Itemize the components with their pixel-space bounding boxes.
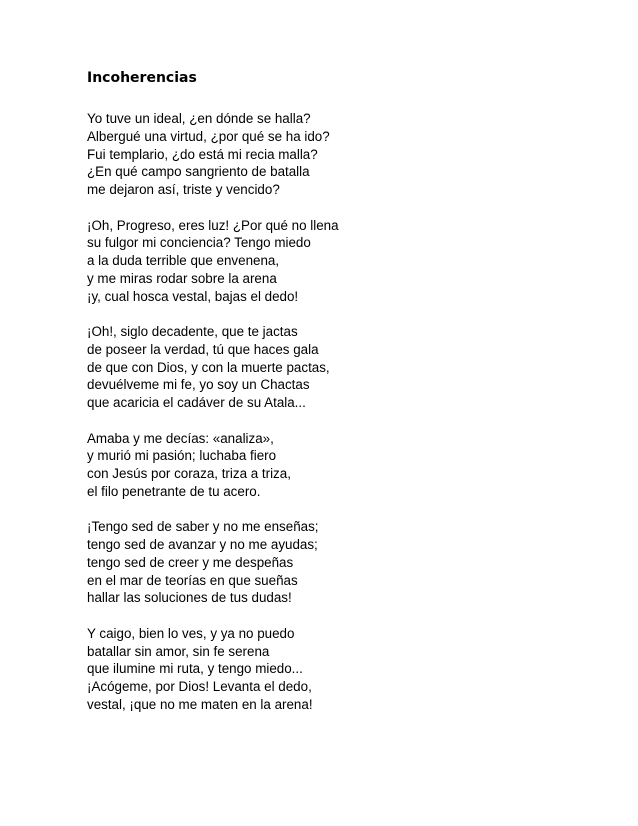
poem-line: tengo sed de creer y me despeñas: [87, 554, 294, 570]
poem-line: me dejaron así, triste y vencido?: [87, 182, 280, 197]
poem-body: [87, 110, 587, 731]
stanza: [87, 217, 587, 306]
poem-line: el filo penetrante de tu acero.: [87, 483, 261, 499]
stanza: [87, 518, 587, 607]
poem-line: su fulgor mi conciencia? Tengo miedo: [87, 235, 311, 251]
poem-line: tengo sed de avanzar y no me ayudas;: [87, 537, 318, 552]
poem-line: batallar sin amor, sin fe serena: [87, 643, 270, 659]
poem-line: ¡Oh, Progreso, eres luz! ¿Por qué no llena: [87, 217, 339, 233]
poem-line: de poseer la verdad, tú que haces gala: [87, 341, 319, 357]
poem-line: de que con Dios, y con la muerte pactas,: [87, 359, 330, 375]
poem-line: Y caigo, bien lo ves, y ya no puedo: [87, 625, 295, 641]
poem-line: y me miras rodar sobre la arena: [87, 270, 277, 286]
poem-line: Fui templario, ¿do está mi recia malla?: [87, 146, 318, 162]
poem-line: ¡Acógeme, por Dios! Levanta el dedo,: [87, 679, 312, 694]
poem-line: ¡y, cual hosca vestal, bajas el dedo!: [87, 288, 299, 304]
poem-line: con Jesús por coraza, triza a triza,: [87, 466, 291, 481]
stanza: [87, 110, 587, 199]
poem-line: en el mar de teorías en que sueñas: [87, 572, 298, 588]
poem-line: Amaba y me decías: «analiza»,: [87, 430, 274, 446]
poem-line: y murió mi pasión; luchaba fiero: [87, 448, 277, 464]
poem-line: Albergué una virtud, ¿por qué se ha ido?: [87, 128, 330, 144]
poem-line: Yo tuve un ideal, ¿en dónde se halla?: [87, 111, 311, 126]
poem-title: Incoherencias: [87, 70, 197, 86]
poem-line: ¡Tengo sed de saber y no me enseñas;: [87, 519, 319, 535]
poem-line: ¡Oh!, siglo decadente, que te jactas: [87, 324, 298, 339]
stanza: [87, 430, 587, 501]
poem-line: que ilumine mi ruta, y tengo miedo...: [87, 661, 303, 677]
poem-line: devuélveme mi fe, yo soy un Chactas: [87, 377, 310, 393]
poem-line: hallar las soluciones de tus dudas!: [87, 590, 292, 606]
poem-line: vestal, ¡que no me maten en la arena!: [87, 696, 313, 712]
poem-line: que acaricia el cadáver de su Atala...: [87, 395, 306, 410]
stanza: [87, 323, 587, 412]
poem-line: a la duda terrible que envenena,: [87, 253, 280, 268]
stanza: [87, 625, 587, 714]
poem-line: ¿En qué campo sangriento de batalla: [87, 164, 310, 180]
